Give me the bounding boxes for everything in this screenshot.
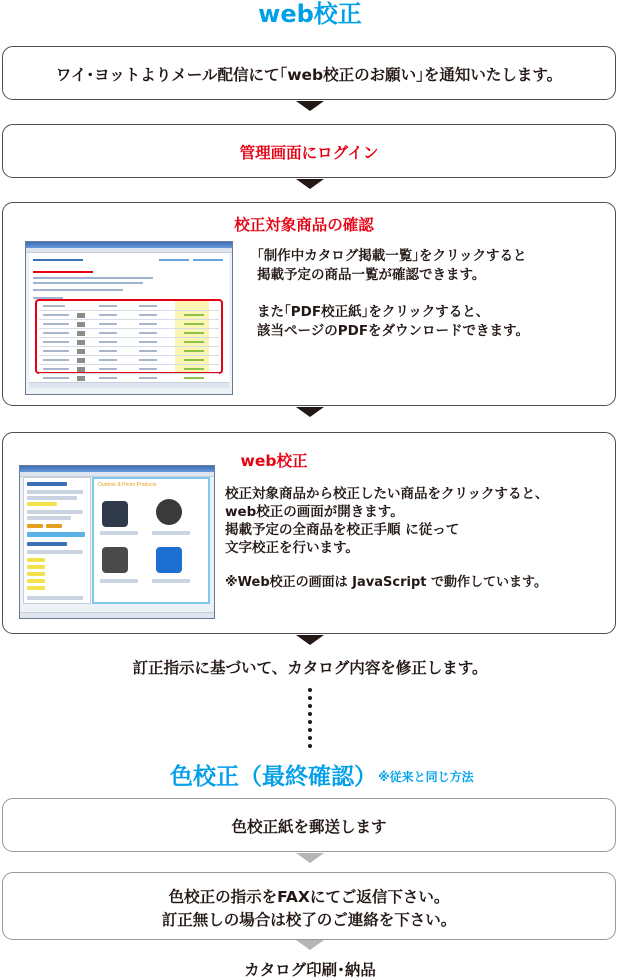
confirm-text-1b: 掲載予定の商品一覧が確認できます。 <box>257 267 486 283</box>
color-proof-note: ※従来と同じ方法 <box>378 770 474 784</box>
step-notify-box <box>2 46 616 100</box>
step-notify-text: ワイ･ヨットよりメール配信にて｢web校正のお願い｣を通知いたします。 <box>55 66 563 84</box>
final-step-text: カタログ印刷･納品 <box>244 961 376 979</box>
connector-dot <box>308 688 312 692</box>
bag-image <box>102 547 128 573</box>
screenshot2-heading: Outdoor & Photo Products <box>98 482 157 488</box>
connector-dot <box>308 736 312 740</box>
step-mail-box <box>2 798 616 852</box>
step-fax-box <box>2 872 616 940</box>
step-fax-text-1: 色校正の指示をFAXにてご返信下さい。 <box>168 888 450 906</box>
step-confirm-heading: 校正対象商品の確認 <box>234 216 374 234</box>
flow-arrow-2 <box>296 179 324 189</box>
revise-text: 訂正指示に基づいて、カタログ内容を修正します。 <box>132 659 488 677</box>
flow-arrow-4 <box>296 635 324 645</box>
flow-arrow-3 <box>296 407 324 417</box>
connector-dot <box>308 712 312 716</box>
connector-dot <box>308 696 312 700</box>
connector-dot <box>308 720 312 724</box>
web-text-4: 文字校正を行います。 <box>225 540 359 556</box>
step-web-heading: web校正 <box>240 452 308 470</box>
step-web-box <box>2 432 616 634</box>
connector-dot <box>308 704 312 708</box>
product-list-screenshot <box>25 241 233 395</box>
flow-arrow-5 <box>296 853 324 863</box>
confirm-text-2b: 該当ページのPDFをダウンロードできます。 <box>257 323 529 339</box>
helmet-image <box>156 499 182 525</box>
connector-dot <box>308 744 312 748</box>
web-proof-screenshot <box>19 465 215 619</box>
page-title: web校正 <box>258 0 362 28</box>
connector-dot <box>308 728 312 732</box>
step-login-text: 管理画面にログイン <box>239 144 379 162</box>
step-confirm-box <box>2 202 616 406</box>
binoculars-image <box>102 501 128 527</box>
color-proof-heading: 色校正（最終確認） <box>170 764 377 790</box>
confirm-text-2a: また｢PDF校正紙｣をクリックすると、 <box>257 304 490 320</box>
web-text-3: 掲載予定の全商品を校正手順 に従って <box>225 522 460 538</box>
cooler-image <box>156 547 182 573</box>
flow-arrow-1 <box>296 101 324 111</box>
confirm-text-1a: ｢制作中カタログ掲載一覧｣をクリックすると <box>257 248 527 264</box>
web-text-2: web校正の画面が開きます。 <box>225 504 404 520</box>
web-text-1: 校正対象商品から校正したい商品をクリックすると、 <box>225 486 549 502</box>
step-login-box <box>2 124 616 178</box>
step-mail-text: 色校正紙を郵送します <box>231 818 387 836</box>
flow-arrow-6 <box>296 940 324 950</box>
web-note: ※Web校正の画面は JavaScript で動作しています。 <box>225 575 547 590</box>
step-fax-text-2: 訂正無しの場合は校了のご連絡を下さい。 <box>161 911 457 929</box>
